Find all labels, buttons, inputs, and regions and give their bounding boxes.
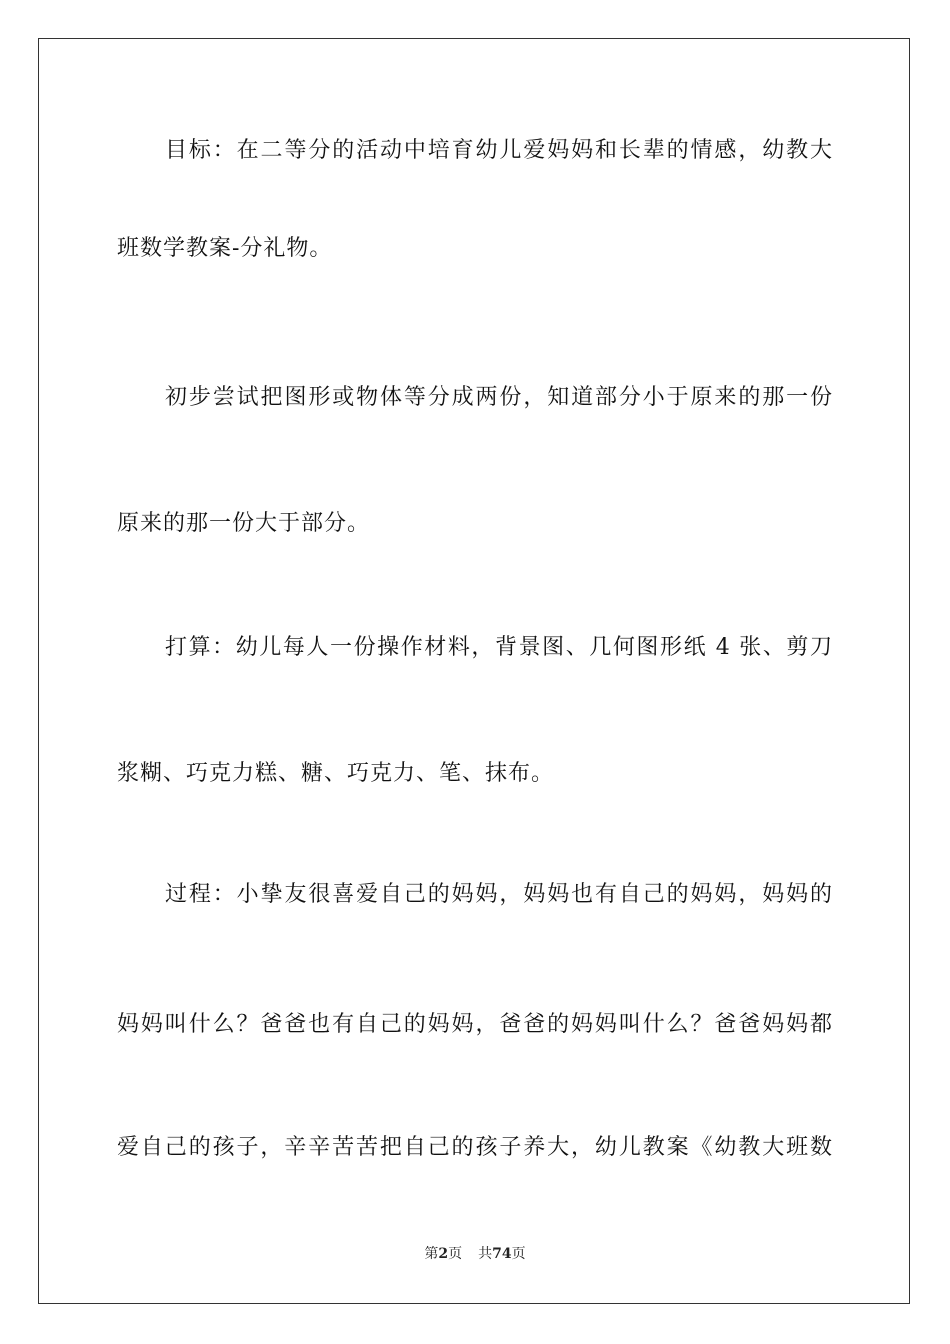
text-line-process-cont-1: 妈妈叫什么？爸爸也有自己的妈妈，爸爸的妈妈叫什么？爸爸妈妈都	[117, 1012, 833, 1037]
text-line-goal: 目标：在二等分的活动中培育幼儿爱妈妈和长辈的情感，幼教大	[165, 138, 833, 163]
text-line-attempt-cont: 原来的那一份大于部分。	[117, 511, 371, 536]
text-line-prep-cont: 浆糊、巧克力糕、糖、巧克力、笔、抹布。	[117, 761, 555, 786]
footer-page-number: 2	[438, 1246, 449, 1262]
page-border	[38, 38, 910, 1304]
text-line-goal-cont: 班数学教案-分礼物。	[117, 236, 333, 261]
footer-total-pages: 74	[492, 1246, 512, 1262]
footer-total-prefix: 共	[478, 1246, 493, 1262]
footer-page-prefix: 第	[424, 1246, 439, 1262]
text-line-process: 过程：小挚友很喜爱自己的妈妈，妈妈也有自己的妈妈，妈妈的	[165, 882, 833, 907]
footer-total-suffix: 页	[511, 1246, 526, 1262]
text-line-attempt: 初步尝试把图形或物体等分成两份，知道部分小于原来的那一份	[165, 385, 833, 410]
text-line-process-cont-2: 爱自己的孩子，辛辛苦苦把自己的孩子养大，幼儿教案《幼教大班数	[117, 1135, 833, 1160]
page-footer	[0, 1244, 950, 1264]
text-line-prep: 打算：幼儿每人一份操作材料，背景图、几何图形纸 4 张、剪刀	[165, 635, 833, 660]
footer-page-suffix: 页	[448, 1246, 463, 1262]
